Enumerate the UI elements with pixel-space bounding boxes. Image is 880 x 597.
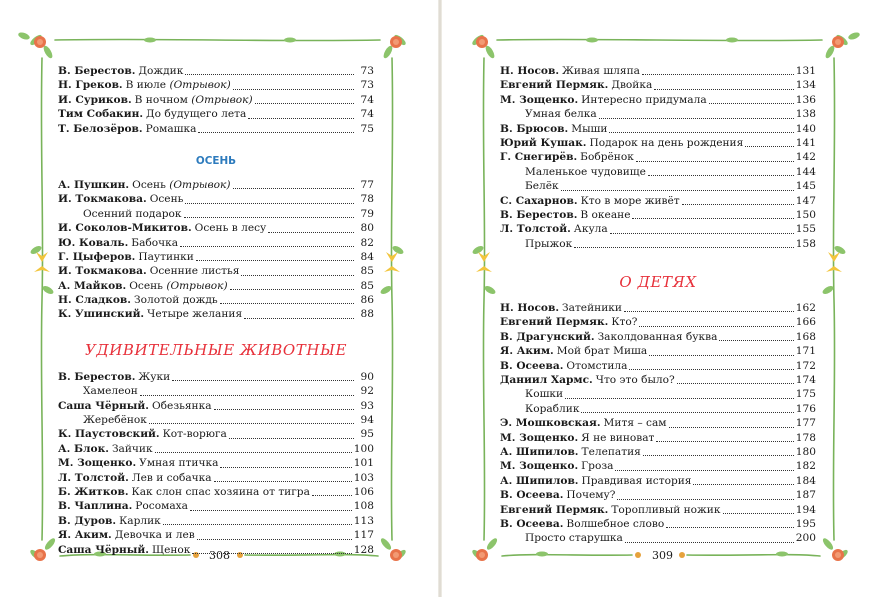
entry-title: До будущего лета xyxy=(146,108,247,121)
entry-title: Гроза xyxy=(581,460,614,473)
entry-page: 145 xyxy=(795,180,816,193)
toc-entry xyxy=(58,64,374,78)
entry-title: Отомстила xyxy=(566,359,628,372)
entry-title: Прыжок xyxy=(525,237,573,250)
toc-entry xyxy=(500,315,816,329)
toc-group-nature xyxy=(500,64,816,251)
entry-page: 150 xyxy=(795,208,816,221)
toc-entry xyxy=(58,264,374,278)
dot-leader xyxy=(248,118,354,119)
dot-leader xyxy=(220,303,354,304)
entry-author: Б. Житков. xyxy=(58,485,129,498)
entry-title: Дождик xyxy=(138,64,184,77)
dot-leader xyxy=(255,103,354,104)
toc-entry xyxy=(58,221,374,235)
toc-entry xyxy=(500,107,816,121)
entry-title: Живая шляпа xyxy=(562,64,640,77)
toc-entry xyxy=(58,122,374,136)
entry-author: Юрий Кушак. xyxy=(500,136,587,149)
entry-title: Осень xyxy=(149,193,184,206)
toc-entry xyxy=(500,179,816,193)
toc-entry xyxy=(58,236,374,250)
entry-author: Л. Толстой. xyxy=(500,223,571,236)
entry-page: 88 xyxy=(360,308,374,321)
toc-entry xyxy=(500,136,816,150)
entry-page: 141 xyxy=(795,136,816,149)
toc-entry xyxy=(500,222,816,236)
toc-entry xyxy=(58,370,374,384)
toc-left xyxy=(58,64,374,557)
entry-page: 140 xyxy=(795,122,816,135)
dot-leader xyxy=(723,513,794,514)
dot-leader xyxy=(599,118,794,119)
entry-page: 78 xyxy=(360,193,374,206)
entry-author: Я. Аким. xyxy=(58,529,112,542)
toc-entry xyxy=(500,503,816,517)
entry-page: 131 xyxy=(795,64,816,77)
entry-title: Подарок на день рождения xyxy=(589,136,744,149)
entry-title: Заколдованная буква xyxy=(597,330,718,343)
entry-author: Н. Носов. xyxy=(500,302,560,315)
toc-entry xyxy=(58,427,374,441)
toc-entry xyxy=(500,122,816,136)
dot-leader xyxy=(669,427,794,428)
entry-title: Интересно придумала xyxy=(581,93,707,106)
dot-leader xyxy=(656,441,793,442)
entry-title: Росомаха xyxy=(135,500,188,513)
dot-leader xyxy=(140,395,354,396)
entry-title: Телепатия xyxy=(581,445,641,458)
dot-leader xyxy=(642,74,794,75)
dot-leader xyxy=(609,132,793,133)
toc-entry xyxy=(500,64,816,78)
toc-entry xyxy=(500,165,816,179)
toc-entry xyxy=(500,301,816,315)
entry-page: 103 xyxy=(353,471,374,484)
page-number-right: 309 xyxy=(652,549,673,562)
right-page xyxy=(442,0,880,597)
toc-entry xyxy=(58,307,374,321)
entry-page: 184 xyxy=(795,474,816,487)
entry-author: В. Драгунский. xyxy=(500,330,595,343)
entry-author: М. Зощенко. xyxy=(500,460,579,473)
entry-page: 168 xyxy=(795,330,816,343)
entry-title: Зайчик xyxy=(111,442,153,455)
toc-entry xyxy=(500,330,816,344)
dot-leader xyxy=(185,203,354,204)
dot-leader xyxy=(244,318,354,319)
toc-entry xyxy=(58,250,374,264)
entry-title: Осень в лесу xyxy=(194,222,267,235)
entry-page: 136 xyxy=(795,93,816,106)
dot-leader xyxy=(610,233,794,234)
dot-leader xyxy=(649,355,794,356)
dot-leader xyxy=(648,175,794,176)
entry-page: 155 xyxy=(795,223,816,236)
entry-page: 175 xyxy=(795,388,816,401)
section-heading-animals: УДИВИТЕЛЬНЫЕ ЖИВОТНЫЕ xyxy=(84,340,347,359)
toc-entry xyxy=(58,485,374,499)
toc-entry xyxy=(500,402,816,416)
toc-entry xyxy=(500,488,816,502)
entry-title: Затейники xyxy=(562,302,622,315)
entry-page: 75 xyxy=(360,122,374,135)
dot-leader xyxy=(190,510,352,511)
dot-leader xyxy=(155,452,352,453)
entry-title: В океане xyxy=(580,208,631,221)
entry-title: Умная птичка xyxy=(139,457,219,470)
page-number-left: 308 xyxy=(209,549,230,562)
entry-title: В июле (Отрывок) xyxy=(125,79,231,92)
dot-leader xyxy=(625,542,794,543)
entry-title: Кот-ворюга xyxy=(162,428,227,441)
toc-entry xyxy=(500,237,816,251)
entry-author: К. Паустовский. xyxy=(58,428,160,441)
toc-entry xyxy=(58,528,374,542)
entry-page: 162 xyxy=(795,302,816,315)
entry-page: 77 xyxy=(360,178,374,191)
entry-title: Паутинки xyxy=(138,250,194,263)
entry-page: 166 xyxy=(795,316,816,329)
entry-author: М. Зощенко. xyxy=(58,457,137,470)
dot-leader xyxy=(312,495,352,496)
entry-page: 172 xyxy=(795,359,816,372)
entry-title: Просто старушка xyxy=(525,532,623,545)
entry-page: 79 xyxy=(360,207,374,220)
entry-page: 82 xyxy=(360,236,374,249)
entry-author: С. Сахарнов. xyxy=(500,194,578,207)
entry-title: Кто? xyxy=(611,316,638,329)
dot-leader xyxy=(214,481,352,482)
toc-entry xyxy=(58,456,374,470)
dot-leader xyxy=(214,409,354,410)
entry-title: Почему? xyxy=(566,489,616,502)
entry-title: Осень (Отрывок) xyxy=(129,279,228,292)
dot-leader xyxy=(197,539,352,540)
entry-title: Кто в море живёт xyxy=(580,194,680,207)
entry-page: 178 xyxy=(795,431,816,444)
entry-author: Н. Греков. xyxy=(58,79,123,92)
entry-page: 74 xyxy=(360,108,374,121)
entry-title: Двойка xyxy=(611,79,653,92)
dot-leader xyxy=(198,132,354,133)
entry-author: Евгений Пермяк. xyxy=(500,79,609,92)
dot-leader xyxy=(643,455,794,456)
entry-page: 95 xyxy=(360,428,374,441)
dot-leader xyxy=(233,89,354,90)
entry-page: 92 xyxy=(360,385,374,398)
entry-author: В. Осеева. xyxy=(500,517,564,530)
toc-entry xyxy=(58,514,374,528)
entry-title: Мой брат Миша xyxy=(556,345,648,358)
toc-entry xyxy=(500,344,816,358)
entry-page: 176 xyxy=(795,402,816,415)
entry-title: Осенний подарок xyxy=(83,207,182,220)
entry-author: Саша Чёрный. xyxy=(58,399,149,412)
entry-author: Ю. Коваль. xyxy=(58,236,129,249)
entry-author: Г. Цыферов. xyxy=(58,250,136,263)
toc-entry xyxy=(58,442,374,456)
entry-page: 144 xyxy=(795,165,816,178)
entry-author: В. Брюсов. xyxy=(500,122,569,135)
entry-page: 101 xyxy=(353,457,374,470)
entry-author: В. Осеева. xyxy=(500,359,564,372)
toc-entry xyxy=(58,107,374,121)
entry-title: Как слон спас хозяина от тигра xyxy=(131,485,310,498)
dot-leader xyxy=(233,188,354,189)
entry-page: 73 xyxy=(360,64,374,77)
entry-title: Жуки xyxy=(138,370,171,383)
toc-entry xyxy=(500,359,816,373)
dot-leader xyxy=(163,524,352,525)
entry-page: 85 xyxy=(360,265,374,278)
section-heading-autumn: ОСЕНЬ xyxy=(195,154,237,167)
entry-title: Девочка и лев xyxy=(114,529,195,542)
toc-entry xyxy=(500,459,816,473)
dot-leader xyxy=(149,423,354,424)
entry-note: (Отрывок) xyxy=(169,178,231,191)
entry-author: В. Осеева. xyxy=(500,489,564,502)
dot-leader xyxy=(229,438,354,439)
toc-entry xyxy=(58,93,374,107)
dot-leader xyxy=(709,103,794,104)
entry-author: И. Токмакова. xyxy=(58,193,147,206)
toc-group-animals xyxy=(58,370,374,557)
toc-entry xyxy=(58,178,374,192)
toc-entry xyxy=(500,431,816,445)
entry-author: В. Дуров. xyxy=(58,514,117,527)
entry-page: 106 xyxy=(353,485,374,498)
entry-page: 108 xyxy=(353,500,374,513)
entry-page: 174 xyxy=(795,374,816,387)
entry-title: Белёк xyxy=(525,180,559,193)
entry-page: 94 xyxy=(360,414,374,427)
entry-page: 86 xyxy=(360,294,374,307)
entry-page: 117 xyxy=(353,529,374,542)
entry-note: (Отрывок) xyxy=(166,279,228,292)
dot-leader xyxy=(241,275,354,276)
dot-leader xyxy=(654,89,793,90)
toc-entry xyxy=(500,194,816,208)
dot-leader xyxy=(180,246,354,247)
entry-author: Евгений Пермяк. xyxy=(500,503,609,516)
toc-entry xyxy=(58,499,374,513)
entry-title: Щенок xyxy=(151,543,191,556)
entry-title: Мыши xyxy=(571,122,608,135)
entry-note: (Отрывок) xyxy=(169,79,231,92)
dot-leader xyxy=(172,380,354,381)
entry-title: Волшебное слово xyxy=(566,517,665,530)
entry-page: 177 xyxy=(795,417,816,430)
toc-entry xyxy=(500,416,816,430)
entry-title: Митя – сам xyxy=(603,417,667,430)
entry-page: 158 xyxy=(795,237,816,250)
entry-author: И. Соколов-Микитов. xyxy=(58,222,192,235)
dot-leader xyxy=(220,467,351,468)
entry-page: 100 xyxy=(353,442,374,455)
entry-author: В. Чаплина. xyxy=(58,500,133,513)
entry-page: 142 xyxy=(795,151,816,164)
entry-page: 200 xyxy=(795,532,816,545)
dot-leader xyxy=(581,412,793,413)
toc-entry xyxy=(58,384,374,398)
entry-title: Акула xyxy=(573,223,608,236)
entry-author: М. Зощенко. xyxy=(500,431,579,444)
entry-title: Ромашка xyxy=(145,122,197,135)
entry-author: Т. Белозёров. xyxy=(58,122,143,135)
dot-leader xyxy=(617,499,793,500)
toc-entry xyxy=(58,78,374,92)
entry-author: И. Токмакова. xyxy=(58,265,147,278)
toc-entry xyxy=(58,192,374,206)
entry-title: Бобрёнок xyxy=(580,151,634,164)
entry-author: К. Ушинский. xyxy=(58,308,145,321)
dot-leader xyxy=(574,247,794,248)
entry-page: 90 xyxy=(360,370,374,383)
dot-leader xyxy=(636,161,794,162)
entry-author: И. Суриков. xyxy=(58,93,132,106)
dot-leader xyxy=(719,340,793,341)
toc-entry xyxy=(58,207,374,221)
entry-title: Четыре желания xyxy=(147,308,243,321)
dot-leader xyxy=(682,204,794,205)
dot-leader xyxy=(230,289,354,290)
entry-title: Осенние листья xyxy=(149,265,240,278)
entry-page: 195 xyxy=(795,517,816,530)
dot-leader xyxy=(196,260,354,261)
toc-group-children xyxy=(500,301,816,546)
dot-leader xyxy=(615,470,793,471)
dot-leader xyxy=(677,383,794,384)
dot-leader xyxy=(184,217,354,218)
entry-title: Маленькое чудовище xyxy=(525,165,646,178)
entry-author: А. Шипилов. xyxy=(500,474,579,487)
toc-entry xyxy=(58,471,374,485)
toc-entry xyxy=(500,474,816,488)
entry-author: Я. Аким. xyxy=(500,345,554,358)
entry-author: Евгений Пермяк. xyxy=(500,316,609,329)
dot-leader xyxy=(565,398,794,399)
entry-page: 182 xyxy=(795,460,816,473)
entry-title: Жеребёнок xyxy=(83,414,147,427)
entry-page: 128 xyxy=(353,543,374,556)
toc-entry xyxy=(500,93,816,107)
dot-leader xyxy=(693,484,793,485)
entry-author: В. Берестов. xyxy=(58,64,136,77)
dot-leader xyxy=(624,311,794,312)
toc-right xyxy=(500,64,816,546)
toc-group-autumn xyxy=(58,178,374,322)
toc-entry xyxy=(500,387,816,401)
section-heading-children: О ДЕТЯХ xyxy=(619,273,697,292)
entry-page: 93 xyxy=(360,399,374,412)
entry-page: 138 xyxy=(795,108,816,121)
entry-author: А. Майков. xyxy=(58,279,127,292)
entry-title: Карлик xyxy=(119,514,161,527)
entry-title: Умная белка xyxy=(525,108,597,121)
toc-entry xyxy=(500,78,816,92)
entry-author: Тим Собакин. xyxy=(58,108,144,121)
entry-title: Что это было? xyxy=(595,374,675,387)
entry-author: А. Блок. xyxy=(58,442,109,455)
toc-entry xyxy=(58,279,374,293)
entry-page: 85 xyxy=(360,279,374,292)
entry-author: А. Пушкин. xyxy=(58,178,130,191)
entry-title: Бабочка xyxy=(131,236,179,249)
entry-author: В. Берестов. xyxy=(500,208,578,221)
dot-leader xyxy=(629,369,793,370)
dot-leader xyxy=(639,326,793,327)
entry-note: (Отрывок) xyxy=(191,93,253,106)
entry-title: Торопливый ножик xyxy=(611,503,721,516)
toc-entry xyxy=(500,208,816,222)
toc-entry xyxy=(58,399,374,413)
entry-title: Кошки xyxy=(525,388,564,401)
entry-page: 187 xyxy=(795,489,816,502)
entry-title: В ночном (Отрывок) xyxy=(134,93,253,106)
entry-author: Г. Снегирёв. xyxy=(500,151,578,164)
entry-page: 113 xyxy=(353,514,374,527)
entry-title: Лев и собачка xyxy=(131,471,212,484)
toc-entry xyxy=(500,517,816,531)
dot-leader xyxy=(185,74,354,75)
entry-page: 73 xyxy=(360,79,374,92)
entry-page: 84 xyxy=(360,250,374,263)
dot-leader xyxy=(268,232,354,233)
entry-title: Осень (Отрывок) xyxy=(132,178,231,191)
entry-page: 147 xyxy=(795,194,816,207)
entry-author: А. Шипилов. xyxy=(500,445,579,458)
entry-page: 180 xyxy=(795,445,816,458)
entry-author: Н. Носов. xyxy=(500,64,560,77)
toc-entry xyxy=(500,531,816,545)
entry-author: В. Берестов. xyxy=(58,370,136,383)
entry-title: Хамелеон xyxy=(83,385,138,398)
toc-entry xyxy=(58,293,374,307)
entry-author: Э. Мошковская. xyxy=(500,417,601,430)
entry-author: Л. Толстой. xyxy=(58,471,129,484)
entry-title: Золотой дождь xyxy=(133,294,218,307)
entry-author: Даниил Хармс. xyxy=(500,374,593,387)
entry-title: Правдивая история xyxy=(581,474,692,487)
dot-leader xyxy=(561,190,794,191)
left-page xyxy=(0,0,438,597)
entry-page: 134 xyxy=(795,79,816,92)
entry-title: Обезьянка xyxy=(151,399,212,412)
toc-entry xyxy=(500,150,816,164)
toc-entry xyxy=(500,373,816,387)
entry-page: 74 xyxy=(360,93,374,106)
toc-group-summer xyxy=(58,64,374,136)
toc-entry xyxy=(58,413,374,427)
dot-leader xyxy=(632,218,793,219)
entry-page: 171 xyxy=(795,345,816,358)
entry-page: 194 xyxy=(795,503,816,516)
dot-leader xyxy=(745,146,793,147)
entry-title: Я не виноват xyxy=(581,431,655,444)
entry-author: М. Зощенко. xyxy=(500,93,579,106)
toc-entry xyxy=(500,445,816,459)
entry-author: Н. Сладков. xyxy=(58,294,131,307)
entry-page: 80 xyxy=(360,222,374,235)
dot-leader xyxy=(666,527,794,528)
entry-title: Кораблик xyxy=(525,402,580,415)
entry-author: Саша Чёрный. xyxy=(58,543,149,556)
